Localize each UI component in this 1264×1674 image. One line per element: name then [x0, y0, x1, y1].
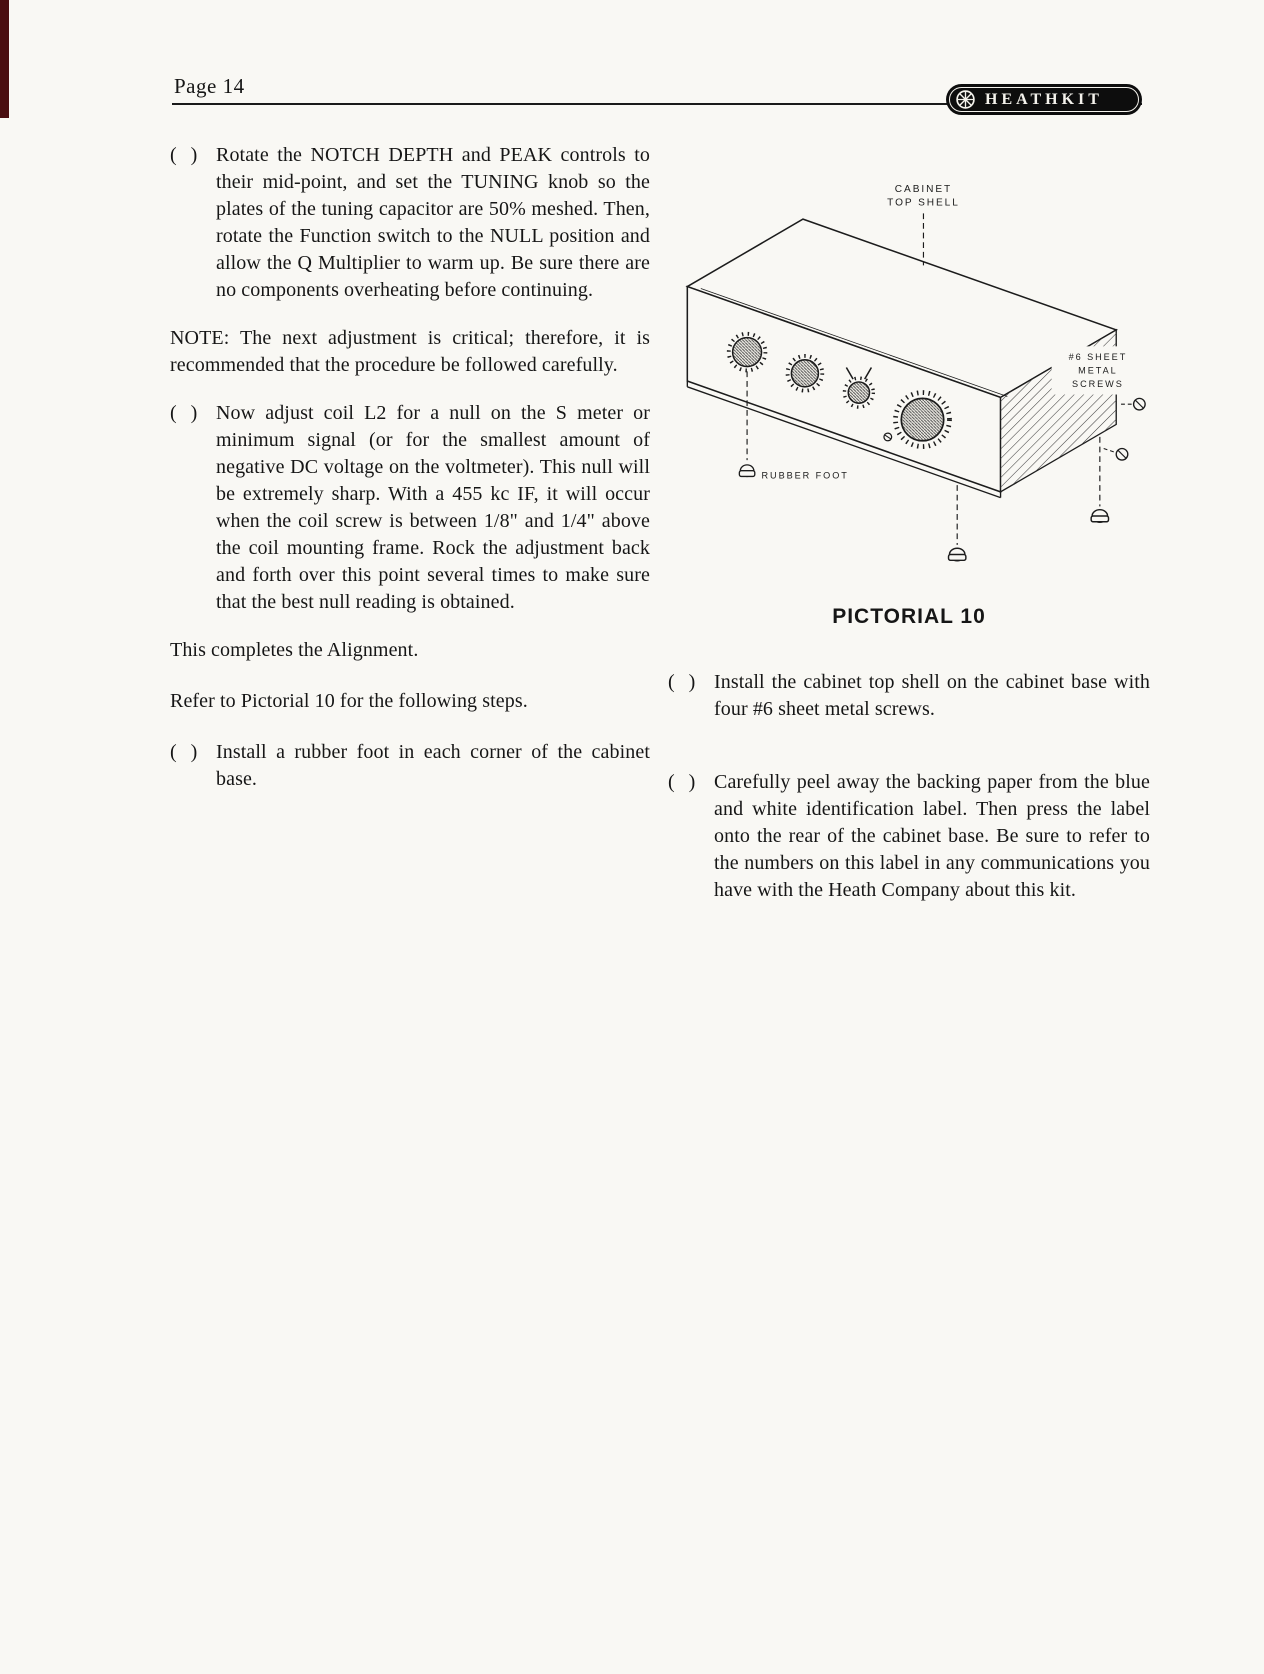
left-column: [170, 142, 650, 814]
heathkit-logo: [946, 84, 1142, 115]
tuning-knob-icon: [901, 398, 943, 440]
step-item: [668, 669, 1150, 723]
page-number: Page 14: [174, 74, 245, 98]
step-text: Install the cabinet top shell on the cabinet base with four #6 sheet metal screws.: [714, 671, 1150, 720]
checkbox-marker: ( ): [170, 741, 198, 763]
cabinet-illustration: [668, 142, 1150, 595]
rubber-foot-icon: [949, 548, 966, 561]
label-line: TOP SHELL: [887, 197, 960, 209]
alignment-complete-text: This completes the Alignment.: [170, 639, 419, 661]
rubber-foot-label: RUBBER FOOT: [761, 470, 849, 481]
rubber-foot-icon: [739, 465, 754, 477]
screw-icon: [1104, 448, 1128, 460]
checkbox-marker: ( ): [668, 671, 696, 693]
scan-edge-artifact: [0, 0, 9, 118]
pictorial-10-figure: [668, 142, 1150, 595]
label-line: SCREWS: [1072, 378, 1124, 389]
note-paragraph: NOTE: The next adjustment is critical; therefore, it is recommended that the procedure be followed carefully.: [170, 327, 650, 376]
step-item: [170, 400, 650, 616]
step-item: [170, 142, 650, 304]
knob-icon: [733, 338, 762, 367]
checkbox-marker: ( ): [170, 144, 198, 166]
step-text: Now adjust coil L2 for a null on the S meter or minimum signal (or for the smallest amount of negative DC voltage on the voltmeter). This null will be extremely sharp. With a 455 kc IF, it will occur when the coil screw is between 1/8" and 1/4" above the coil mounting frame. Rock the adjustment back and forth over this point several times to make sure that the best null reading is obtained.: [216, 402, 650, 613]
screw-icon: [1121, 398, 1145, 410]
step-item: [668, 769, 1150, 904]
step-text: Rotate the NOTCH DEPTH and PEAK controls to their mid-point, and set the TUNING knob so the plates of the tuning capacitor are 50% meshed. Then, rotate the Function switch to the NULL position and allow the Q Multiplier to warm up. Be sure there are no components overheating before continuing.: [216, 144, 650, 301]
step-text: Install a rubber foot in each corner of the cabinet base.: [216, 741, 650, 790]
knob-icon: [848, 382, 869, 403]
right-column: [668, 142, 1150, 925]
checkbox-marker: ( ): [668, 771, 696, 793]
figure-caption: PICTORIAL 10: [832, 605, 986, 628]
step-text: Carefully peel away the backing paper from the blue and white identification label. Then press the label onto the rear of the cabinet base. Be sure to refer to the numbers on this label in any communications you have with the Heath Company about this kit.: [714, 771, 1150, 901]
heathkit-emblem-icon: [955, 89, 976, 110]
label-line: METAL: [1078, 365, 1118, 376]
knob-icon: [791, 360, 818, 387]
refer-pictorial-text: Refer to Pictorial 10 for the following steps.: [170, 690, 528, 712]
brand-name: HEATHKIT: [985, 90, 1103, 108]
checkbox-marker: ( ): [170, 402, 198, 424]
label-line: #6 SHEET: [1068, 351, 1128, 362]
rubber-foot-icon: [1091, 510, 1108, 523]
step-item: [170, 739, 650, 793]
label-line: CABINET: [894, 184, 953, 196]
